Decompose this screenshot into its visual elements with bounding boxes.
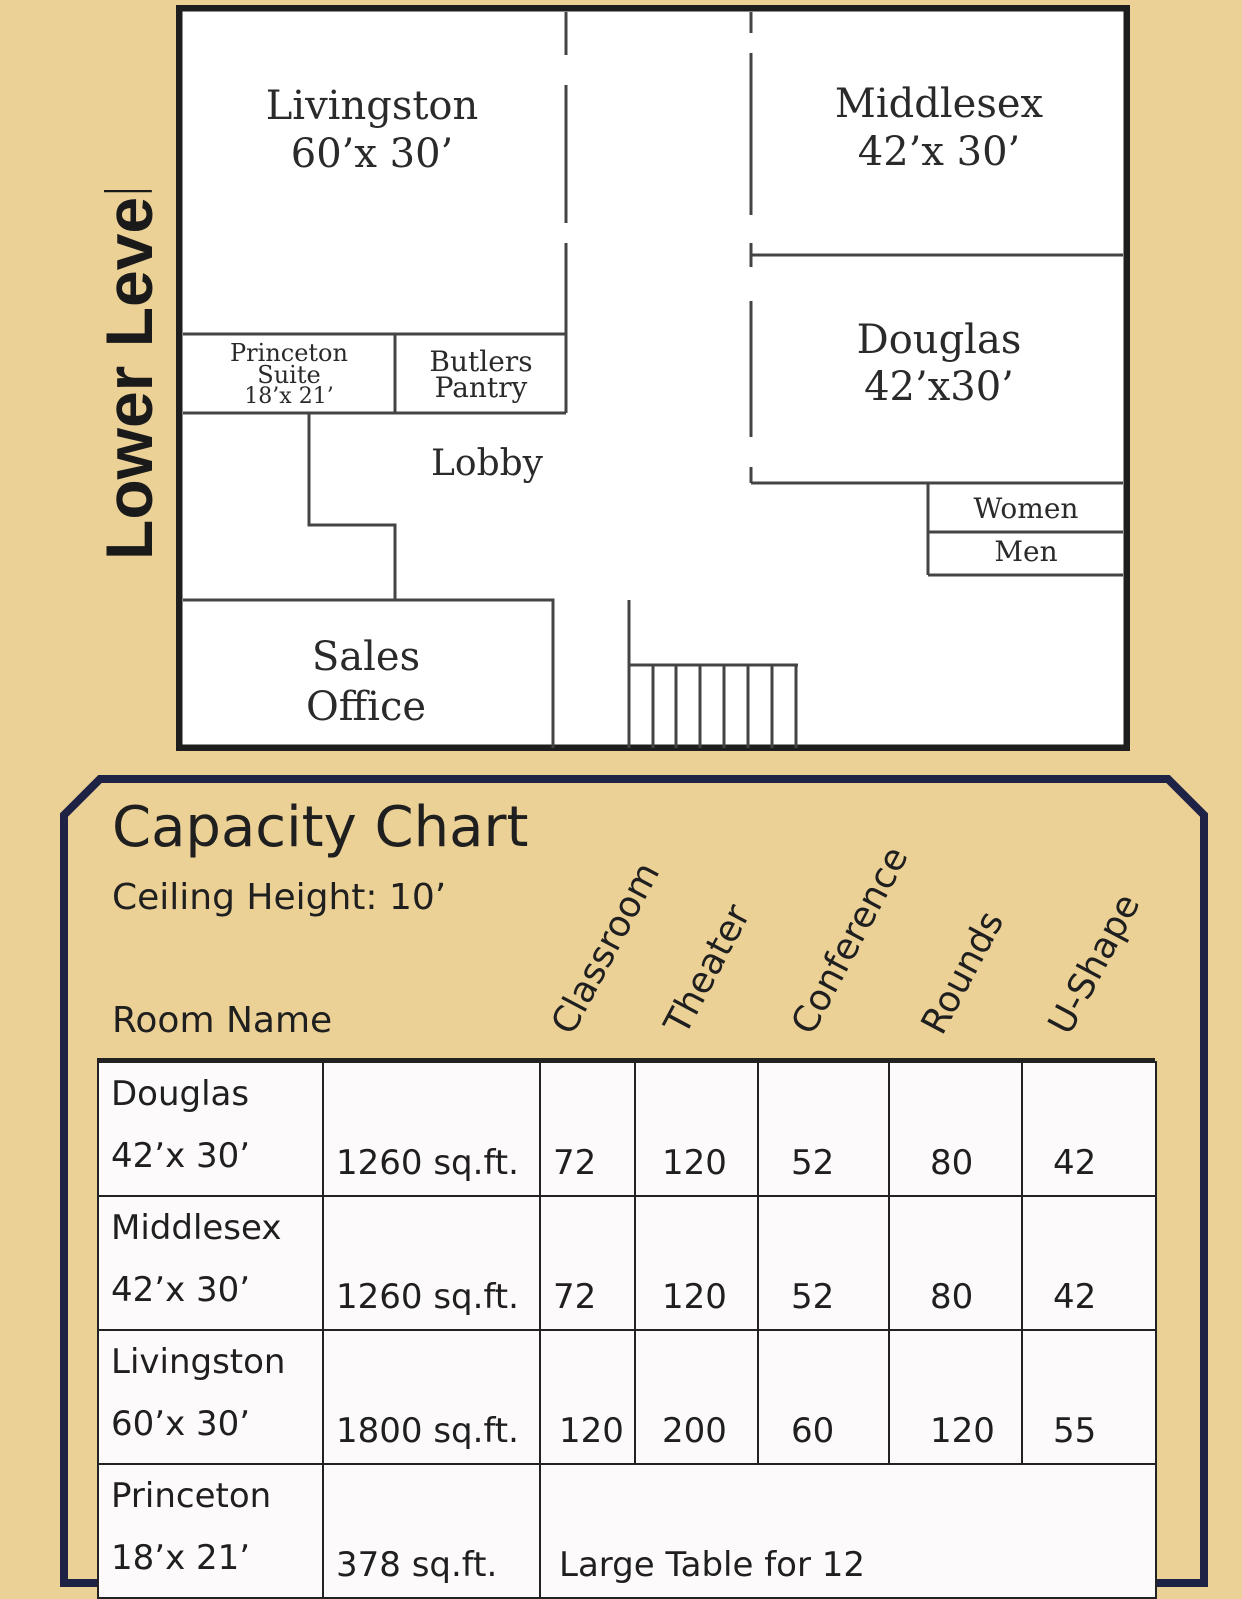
classroom-cell: 72	[540, 1196, 635, 1330]
col-header-conference: Conference	[783, 840, 917, 1041]
lower-level-text: Lower Level	[92, 190, 166, 560]
room-name: Middlesex	[111, 1208, 282, 1248]
classroom-cell: 72	[540, 1062, 635, 1196]
col-header-rounds: Rounds	[913, 904, 1013, 1041]
floor-plan-drawing	[176, 5, 1130, 751]
table-row	[98, 1330, 1156, 1464]
sales-line2: Office	[305, 684, 427, 730]
rounds-cell: 120	[889, 1330, 1022, 1464]
princeton-line2: Suite	[257, 361, 321, 389]
room-dims: 42’x 30’	[111, 1270, 251, 1310]
room-name: Douglas	[111, 1074, 250, 1114]
theater-cell: 120	[635, 1062, 758, 1196]
middlesex-name: Middlesex	[834, 81, 1044, 127]
lobby-label: Lobby	[430, 443, 544, 484]
douglas-dims: 42’x30’	[864, 364, 1014, 410]
area-cell: 1260 sq.ft.	[323, 1062, 540, 1196]
ushape-cell: 42	[1022, 1196, 1156, 1330]
room-dims: 60’x 30’	[111, 1404, 251, 1444]
floor-plan	[176, 5, 1130, 751]
ushape-cell: 55	[1022, 1330, 1156, 1464]
butlers-line1: Butlers	[429, 345, 533, 378]
conference-cell: 60	[758, 1330, 889, 1464]
room-dims: 18’x 21’	[111, 1538, 251, 1578]
room-cell	[98, 1062, 323, 1196]
classroom-cell: 120	[540, 1330, 635, 1464]
col-header-classroom: Classroom	[543, 855, 669, 1041]
area-cell: 378 sq.ft.	[323, 1464, 540, 1598]
table-row	[98, 1464, 1156, 1598]
capacity-chart-title: Capacity Chart	[112, 795, 529, 860]
room-cell	[98, 1196, 323, 1330]
princeton-line3: 18’x 21’	[244, 384, 334, 409]
room-cell	[98, 1330, 323, 1464]
sales-line1: Sales	[311, 634, 421, 680]
theater-cell: 120	[635, 1196, 758, 1330]
table-row	[98, 1062, 1156, 1196]
ushape-cell: 42	[1022, 1062, 1156, 1196]
conference-cell: 52	[758, 1062, 889, 1196]
room-name: Livingston	[111, 1342, 286, 1382]
ceiling-height: Ceiling Height: 10’	[112, 877, 447, 918]
room-cell	[98, 1464, 323, 1598]
livingston-name: Livingston	[265, 83, 479, 129]
livingston-dims: 60’x 30’	[290, 131, 454, 177]
area-cell: 1260 sq.ft.	[323, 1196, 540, 1330]
women-label: Women	[973, 492, 1079, 525]
conference-cell: 52	[758, 1196, 889, 1330]
room-name: Princeton	[111, 1476, 272, 1516]
princeton-line1: Princeton	[230, 339, 348, 367]
capacity-table	[97, 1061, 1157, 1599]
rounds-cell: 80	[889, 1062, 1022, 1196]
theater-cell: 200	[635, 1330, 758, 1464]
middlesex-dims: 42’x 30’	[857, 129, 1021, 175]
rounds-cell: 80	[889, 1196, 1022, 1330]
room-dims: 42’x 30’	[111, 1136, 251, 1176]
men-label: Men	[994, 535, 1058, 568]
area-cell: 1800 sq.ft.	[323, 1330, 540, 1464]
butlers-line2: Pantry	[434, 371, 528, 404]
note-cell: Large Table for 12	[540, 1464, 1156, 1598]
douglas-name: Douglas	[856, 317, 1022, 363]
table-row	[98, 1196, 1156, 1330]
col-header-theater: Theater	[656, 898, 759, 1041]
room-name-header: Room Name	[112, 1000, 333, 1041]
col-header-ushape: U-Shape	[1040, 887, 1149, 1041]
